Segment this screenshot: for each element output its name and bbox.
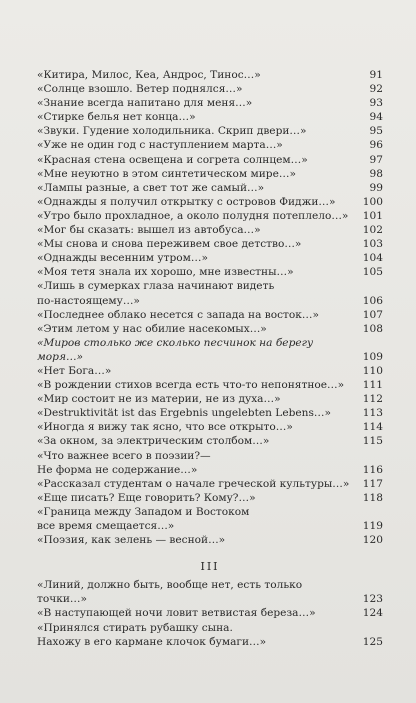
toc-entry <box>37 82 383 96</box>
toc-entry <box>37 364 383 378</box>
toc-entry <box>37 434 383 448</box>
toc-entry-title: «Рассказал студентам о начале греческой культуры…» <box>37 477 350 490</box>
section-heading: III <box>200 560 220 574</box>
toc-entry <box>37 578 383 606</box>
toc-entry <box>37 491 383 505</box>
toc-entry-title: «Китира, Милос, Кеа, Андрос, Тинос…» <box>37 69 261 81</box>
toc-entry-title: «Утро было прохладное, а около полудня потеплело…» <box>37 209 349 222</box>
toc-entry-page-number: 95 <box>369 125 383 138</box>
toc-entry <box>37 621 383 649</box>
toc-entry-page-number: 97 <box>369 153 383 166</box>
toc-entry <box>37 378 383 392</box>
toc-entry-title: «Граница между Западом и Востоком все время смещается…» <box>37 505 250 532</box>
toc-entry <box>37 68 383 82</box>
toc-entry-title: «Поэзия, как зелень — весной…» <box>37 534 226 547</box>
toc-entry-page-number: 115 <box>362 435 383 448</box>
toc-entry <box>37 251 383 265</box>
table-of-contents <box>37 68 383 649</box>
toc-entry <box>37 406 383 420</box>
toc-entry <box>37 138 383 152</box>
toc-entry-title: «Знание всегда напитано для меня…» <box>37 97 253 110</box>
toc-list-part-3 <box>37 578 383 648</box>
toc-entry-page-number: 108 <box>362 322 383 335</box>
toc-entry-page-number: 102 <box>362 224 383 237</box>
toc-entry <box>37 606 383 620</box>
toc-entry-page-number: 120 <box>362 534 383 547</box>
toc-entry-title: «Иногда я вижу так ясно, что все открыто…» <box>37 421 293 434</box>
toc-entry-page-number: 103 <box>362 238 383 251</box>
toc-entry-page-number: 105 <box>362 266 383 279</box>
toc-entry-title: «Лишь в сумерках глаза начинают видеть по-настоящему…» <box>37 280 275 307</box>
toc-entry <box>37 265 383 279</box>
toc-entry-page-number: 125 <box>362 635 383 648</box>
toc-entry-title: «В наступающей ночи ловит ветвистая береза…» <box>37 607 316 620</box>
toc-entry <box>37 124 383 138</box>
toc-entry-page-number: 101 <box>362 209 383 222</box>
toc-list-part-2 <box>37 68 383 547</box>
toc-entry <box>37 110 383 124</box>
toc-entry <box>37 237 383 251</box>
toc-entry <box>37 308 383 322</box>
toc-entry-page-number: 117 <box>362 477 383 490</box>
toc-entry-page-number: 118 <box>362 491 383 504</box>
toc-entry-page-number: 94 <box>369 111 383 124</box>
toc-entry <box>37 96 383 110</box>
toc-entry <box>37 279 383 307</box>
toc-entry-page-number: 91 <box>369 69 383 81</box>
toc-entry-page-number: 106 <box>362 294 383 307</box>
toc-entry <box>37 209 383 223</box>
toc-entry-title: «Последнее облако несется с запада на восток…» <box>37 308 319 321</box>
toc-entry-page-number: 104 <box>362 252 383 265</box>
toc-entry-page-number: 116 <box>362 463 383 476</box>
toc-entry-page-number: 109 <box>362 350 383 363</box>
toc-entry-title: «Что важнее всего в поэзии?— Не форма не содержание…» <box>37 449 211 476</box>
toc-entry <box>37 533 383 547</box>
toc-entry-title: «Стирке белья нет конца…» <box>37 111 196 124</box>
toc-entry <box>37 336 383 364</box>
toc-entry-title: «Звуки. Гудение холодильника. Скрип двери…» <box>37 125 307 138</box>
toc-entry <box>37 223 383 237</box>
toc-entry-page-number: 98 <box>369 167 383 180</box>
toc-entry-title: «Мы снова и снова переживем свое детство…» <box>37 238 302 251</box>
toc-entry-page-number: 92 <box>369 83 383 96</box>
toc-entry-title: «Еще писать? Еще говорить? Кому?…» <box>37 491 256 504</box>
toc-entry-title: «Этим летом у нас обилие насекомых…» <box>37 322 267 335</box>
toc-entry-page-number: 100 <box>362 195 383 208</box>
toc-entry-title: «Лампы разные, а свет тот же самый…» <box>37 181 265 194</box>
toc-entry-page-number: 107 <box>362 308 383 321</box>
toc-entry-page-number: 123 <box>362 593 383 606</box>
toc-entry-page-number: 96 <box>369 139 383 152</box>
toc-entry <box>37 322 383 336</box>
toc-entry-title: «Принялся стирать рубашку сына. Нахожу в его кармане клочок бумаги…» <box>37 621 267 648</box>
toc-entry-title: «Мне неуютно в этом синтетическом мире…» <box>37 167 296 180</box>
toc-entry-title: «Однажды весенним утром…» <box>37 252 208 265</box>
toc-entry <box>37 167 383 181</box>
toc-entry-title: «Миров столько же сколько песчинок на берегу моря…» <box>37 336 314 363</box>
toc-entry <box>37 477 383 491</box>
toc-entry <box>37 505 383 533</box>
toc-entry-title: «Моя тетя знала их хорошо, мне известны…» <box>37 266 294 279</box>
toc-entry <box>37 153 383 167</box>
toc-entry-page-number: 111 <box>362 379 383 392</box>
toc-entry-page-number: 114 <box>362 421 383 434</box>
toc-entry-title: «Солнце взошло. Ветер поднялся…» <box>37 83 243 96</box>
toc-entry-page-number: 124 <box>362 607 383 620</box>
toc-entry <box>37 420 383 434</box>
toc-entry <box>37 449 383 477</box>
toc-entry-page-number: 110 <box>362 364 383 377</box>
toc-entry-title: «Destruktivität ist das Ergebnis ungelebten Lebens…» <box>37 407 331 420</box>
toc-entry <box>37 195 383 209</box>
toc-entry-page-number: 113 <box>362 407 383 420</box>
toc-entry-title: «Мог бы сказать: вышел из автобуса…» <box>37 224 261 237</box>
toc-entry <box>37 181 383 195</box>
toc-entry-page-number: 99 <box>369 181 383 194</box>
toc-entry-title: «Линий, должно быть, вообще нет, есть только точки…» <box>37 579 303 606</box>
toc-entry-title: «За окном, за электрическим столбом…» <box>37 435 270 448</box>
toc-entry <box>37 392 383 406</box>
toc-entry-title: «Уже не один год с наступлением марта…» <box>37 139 283 152</box>
toc-entry-page-number: 112 <box>362 393 383 406</box>
toc-entry-title: «Однажды я получил открытку с островов Фиджи…» <box>37 195 336 208</box>
toc-entry-title: «В рождении стихов всегда есть что-то непонятное…» <box>37 379 345 392</box>
toc-entry-page-number: 93 <box>369 97 383 110</box>
toc-entry-title: «Красная стена освещена и согрета солнцем…» <box>37 153 308 166</box>
toc-entry-title: «Мир состоит не из материи, не из духа…» <box>37 393 281 406</box>
toc-entry-page-number: 119 <box>362 520 383 532</box>
toc-entry-title: «Нет Бога…» <box>37 364 112 377</box>
